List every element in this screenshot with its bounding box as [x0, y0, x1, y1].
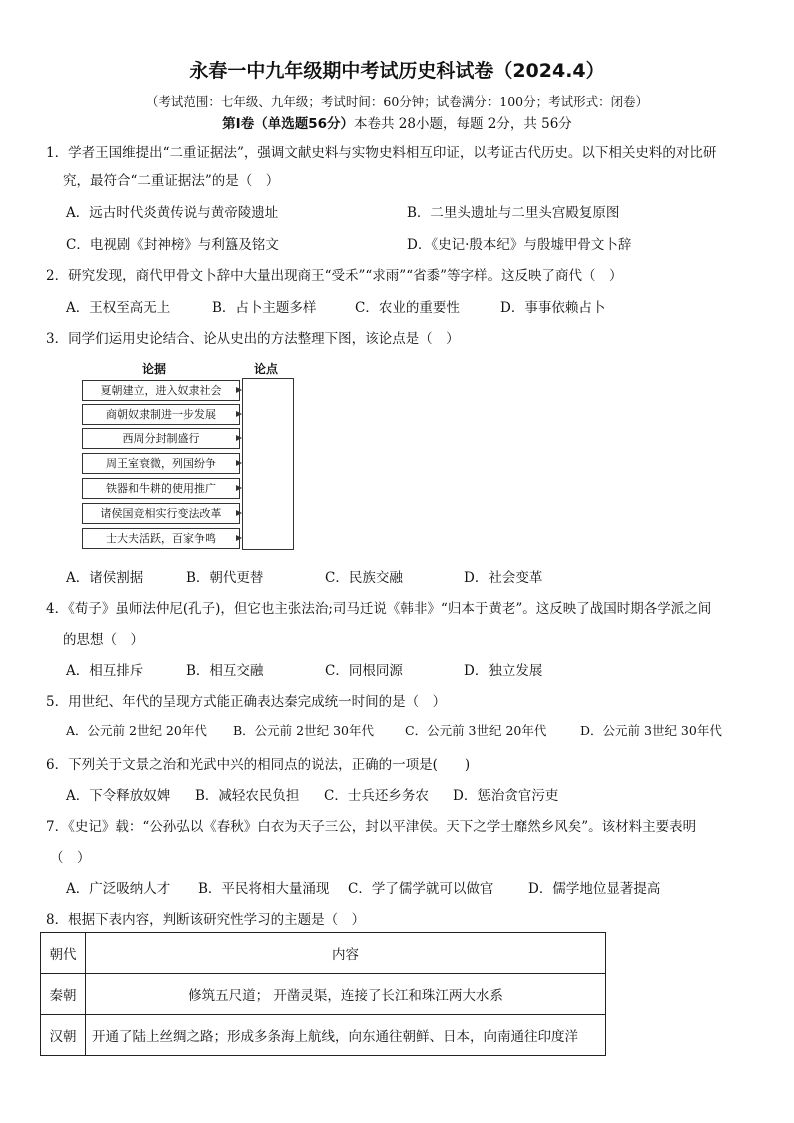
question-3-option-c: C．民族交融: [325, 570, 403, 586]
question-6-option-c: C．士兵还乡务农: [324, 788, 429, 804]
table-row: [41, 974, 606, 1015]
evidence-box: 商朝奴隶制进一步发展: [82, 404, 240, 425]
question-2-option-c: C．农业的重要性: [355, 300, 460, 316]
question-6-line-1: 6．下列关于文景之治和光武中兴的相同点的说法，正确的一项是( ): [46, 757, 471, 773]
dynasty-table: [40, 932, 606, 1056]
question-3-option-d: D．社会变革: [464, 570, 543, 586]
evidence-box: 铁器和牛耕的使用推广: [82, 478, 240, 499]
question-7-option-c: C．学了儒学就可以做官: [348, 881, 494, 897]
exam-info: （考试范围：七年级、九年级；考试时间：60分钟；试卷满分：100分；考试形式：闭卷）: [145, 94, 649, 109]
table-cell-dynasty: 汉朝: [41, 1015, 86, 1056]
question-1-option-c: C．电视剧《封神榜》与利簋及铭文: [66, 237, 279, 253]
evidence-header: 论据: [142, 362, 167, 376]
question-1-option-a: A．远古时代炎黄传说与黄帝陵遗址: [66, 205, 279, 221]
question-5-option-a: A．公元前 2世纪 20年代: [66, 723, 207, 738]
evidence-box: 士大夫活跃，百家争鸣: [82, 528, 240, 549]
question-2-option-b: B．占卜主题多样: [212, 300, 317, 316]
question-3-line-1: 3．同学们运用史论结合、论从史出的方法整理下图，该论点是（ ）: [46, 331, 460, 347]
question-4-option-a: A．相互排斥: [66, 663, 144, 679]
question-6-option-b: B．减轻农民负担: [195, 788, 300, 804]
thesis-header: 论点: [254, 362, 279, 376]
evidence-box: 西周分封制盛行: [82, 428, 240, 449]
evidence-box: 周王室衰微，列国纷争: [82, 453, 240, 474]
question-7-line-1: 7．《史记》载：“公孙弘以《春秋》白衣为天子三公，封以平津侯。天下之学士靡然乡风矣”。该材料主要表明: [46, 819, 697, 835]
question-3-option-a: A．诸侯割据: [66, 570, 144, 586]
question-7-option-b: B．平民将相大量涌现: [198, 881, 330, 897]
question-1-line-1: 1．学者王国维提出“二重证据法”，强调文献史料与实物史料相互印证，以考证古代历史。以下相关史料的对比研: [46, 145, 717, 161]
section-heading: [0, 112, 794, 132]
question-6-option-d: D．惩治贪官污吏: [453, 788, 559, 804]
table-cell-content: 开通了陆上丝绸之路；形成多条海上航线，向东通往朝鲜、日本，向南通往印度洋: [86, 1015, 606, 1056]
question-4-option-b: B．相互交融: [186, 663, 264, 679]
question-7-line-2: （ ）: [50, 850, 91, 866]
question-3-option-b: B．朝代更替: [186, 570, 264, 586]
table-header-row: [41, 933, 606, 974]
evidence-box: 夏朝建立，进入奴隶社会: [82, 380, 240, 401]
question-7-option-d: D．儒学地位显著提高: [528, 881, 661, 897]
question-5-option-d: D．公元前 3世纪 30年代: [580, 723, 722, 738]
question-1-option-b: B．二里头遗址与二里头宫殿复原图: [407, 205, 620, 221]
question-1-line-2: 究，最符合“二重证据法”的是（ ）: [63, 173, 280, 189]
section-note: 本卷共 28小题，每题 2分，共 56分: [353, 116, 572, 132]
question-5-option-c: C．公元前 3世纪 20年代: [405, 723, 547, 738]
question-7-option-a: A．广泛吸纳人才: [66, 881, 171, 897]
question-6-option-a: A．下令释放奴婢: [66, 788, 171, 804]
exam-title: 永春一中九年级期中考试历史科试卷（2024.4）: [189, 60, 605, 82]
question-4-option-c: C．同根同源: [325, 663, 403, 679]
arrow-connectors: [82, 358, 294, 550]
table-cell-dynasty: 秦朝: [41, 974, 86, 1015]
argument-diagram: [82, 358, 294, 550]
question-2-option-a: A．王权至高无上: [66, 300, 171, 316]
question-4-option-d: D．独立发展: [464, 663, 543, 679]
table-cell-content: 修筑五尺道； 开凿灵渠，连接了长江和珠江两大水系: [86, 974, 606, 1015]
question-5-option-b: B．公元前 2世纪 30年代: [233, 723, 374, 738]
question-2-line-1: 2．研究发现，商代甲骨文卜辞中大量出现商王“受禾”“求雨”“省黍”等字样。这反映了商代（ ）: [46, 268, 623, 284]
question-4-line-1: 4．《荀子》虽师法仲尼(孔子)，但它也主张法治;司马迁说《韩非》“归本于黄老”。这反映了战国时期各学派之间: [46, 601, 712, 617]
table-header-dynasty: 朝代: [41, 933, 86, 974]
table-row: [41, 1015, 606, 1056]
section-title: 第Ⅰ卷（单选题56分）: [222, 116, 354, 132]
question-1-option-d: D．《史记·殷本纪》与殷墟甲骨文卜辞: [407, 237, 632, 253]
question-4-line-2: 的思想（ ）: [63, 632, 144, 648]
question-2-option-d: D．事事依赖占卜: [500, 300, 606, 316]
table-header-content: 内容: [86, 933, 606, 974]
question-8-line-1: 8．根据下表内容，判断该研究性学习的主题是（ ）: [46, 912, 366, 928]
question-5-line-1: 5．用世纪、年代的呈现方式能正确表达秦完成统一时间的是（ ）: [46, 694, 447, 710]
evidence-box: 诸侯国竞相实行变法改革: [82, 503, 240, 524]
